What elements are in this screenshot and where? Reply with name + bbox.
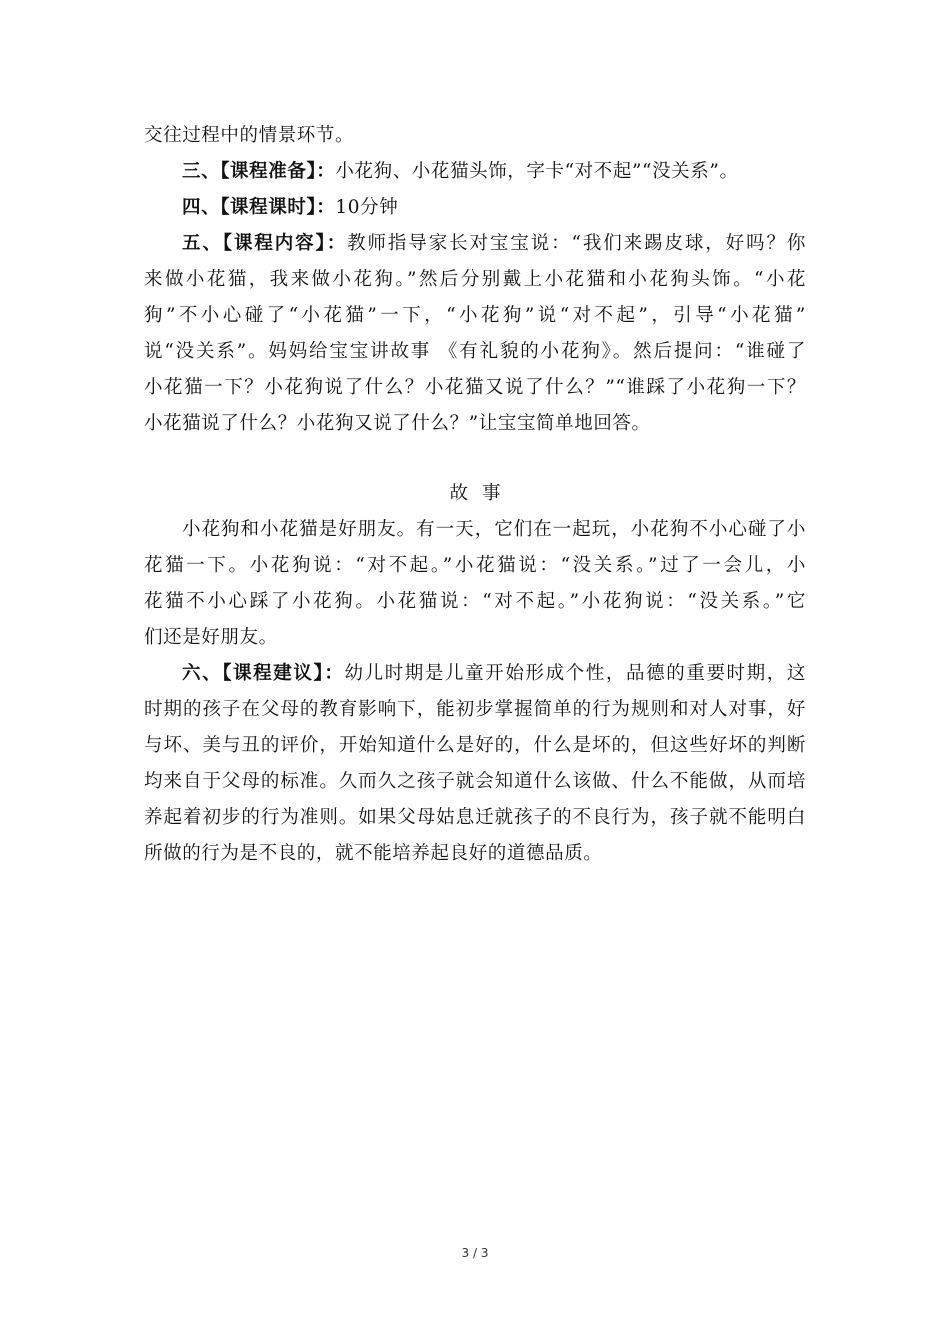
text-line: 花猫不小心踩了小花狗。小花猫说：“对不起。”小花狗说：“没关系。”它 bbox=[144, 591, 806, 612]
section-prep bbox=[144, 154, 806, 190]
text-line: 与坏、美与丑的评价，开始知道什么是好的，什么是坏的，但这些好坏的判断 bbox=[144, 735, 806, 756]
section-text: 教师指导家长对宝宝说：“我们来踢皮球，好吗？你 bbox=[347, 233, 806, 254]
story-title: 故事 bbox=[449, 483, 515, 504]
section-text: 10分钟 bbox=[335, 197, 399, 218]
text-line: 养起着初步的行为准则。如果父母姑息迁就孩子的不良行为，孩子就不能明白 bbox=[144, 807, 806, 828]
section-label: 四、【课程课时】： bbox=[182, 197, 336, 218]
text-line: 花猫一下。小花狗说：“对不起。”小花猫说：“没关系。”过了一会儿，小 bbox=[144, 555, 806, 576]
section-content bbox=[144, 226, 806, 262]
section-text: 小花狗、小花猫头饰，字卡“对不起”“没关系”。 bbox=[335, 161, 739, 182]
section-suggest bbox=[144, 656, 806, 692]
text-line: 交往过程中的情景环节。 bbox=[144, 125, 355, 146]
text-line: 说“没关系”。妈妈给宝宝讲故事 《有礼貌的小花狗》。然后提问：“谁碰了 bbox=[144, 341, 806, 362]
text-line: 小花猫一下？小花狗说了什么？小花猫又说了什么？”“谁踩了小花狗一下？ bbox=[144, 377, 806, 398]
page-number: 3 / 3 bbox=[461, 1246, 489, 1260]
section-text: 幼儿时期是儿童开始形成个性，品德的重要时期，这 bbox=[344, 663, 806, 684]
section-label: 六、【课程建议】： bbox=[182, 663, 345, 684]
text-line: 来做小花猫，我来做小花狗。”然后分别戴上小花猫和小花狗头饰。“小花 bbox=[144, 269, 806, 290]
text-line: 小花猫说了什么？小花狗又说了什么？”让宝宝简单地回答。 bbox=[144, 413, 651, 434]
text-line: 小花狗和小花猫是好朋友。有一天，它们在一起玩，小花狗不小心碰了小 bbox=[182, 519, 806, 540]
spacer bbox=[144, 442, 806, 476]
section-label: 三、【课程准备】： bbox=[182, 161, 336, 182]
document-page bbox=[144, 118, 806, 872]
text-line: 时期的孩子在父母的教育影响下，能初步掌握简单的行为规则和对人对事，好 bbox=[144, 699, 806, 720]
text-line: 狗”不小心碰了“小花猫”一下，“小花狗”说“对不起”，引导“小花猫” bbox=[144, 305, 806, 326]
section-hours bbox=[144, 190, 806, 226]
section-label: 五、【课程内容】： bbox=[182, 233, 348, 254]
text-line: 均来自于父母的标准。久而久之孩子就会知道什么该做、什么不能做，从而培 bbox=[144, 771, 806, 792]
text-line: 们还是好朋友。 bbox=[144, 627, 278, 648]
text-line: 所做的行为是不良的，就不能培养起良好的道德品质。 bbox=[144, 843, 603, 864]
